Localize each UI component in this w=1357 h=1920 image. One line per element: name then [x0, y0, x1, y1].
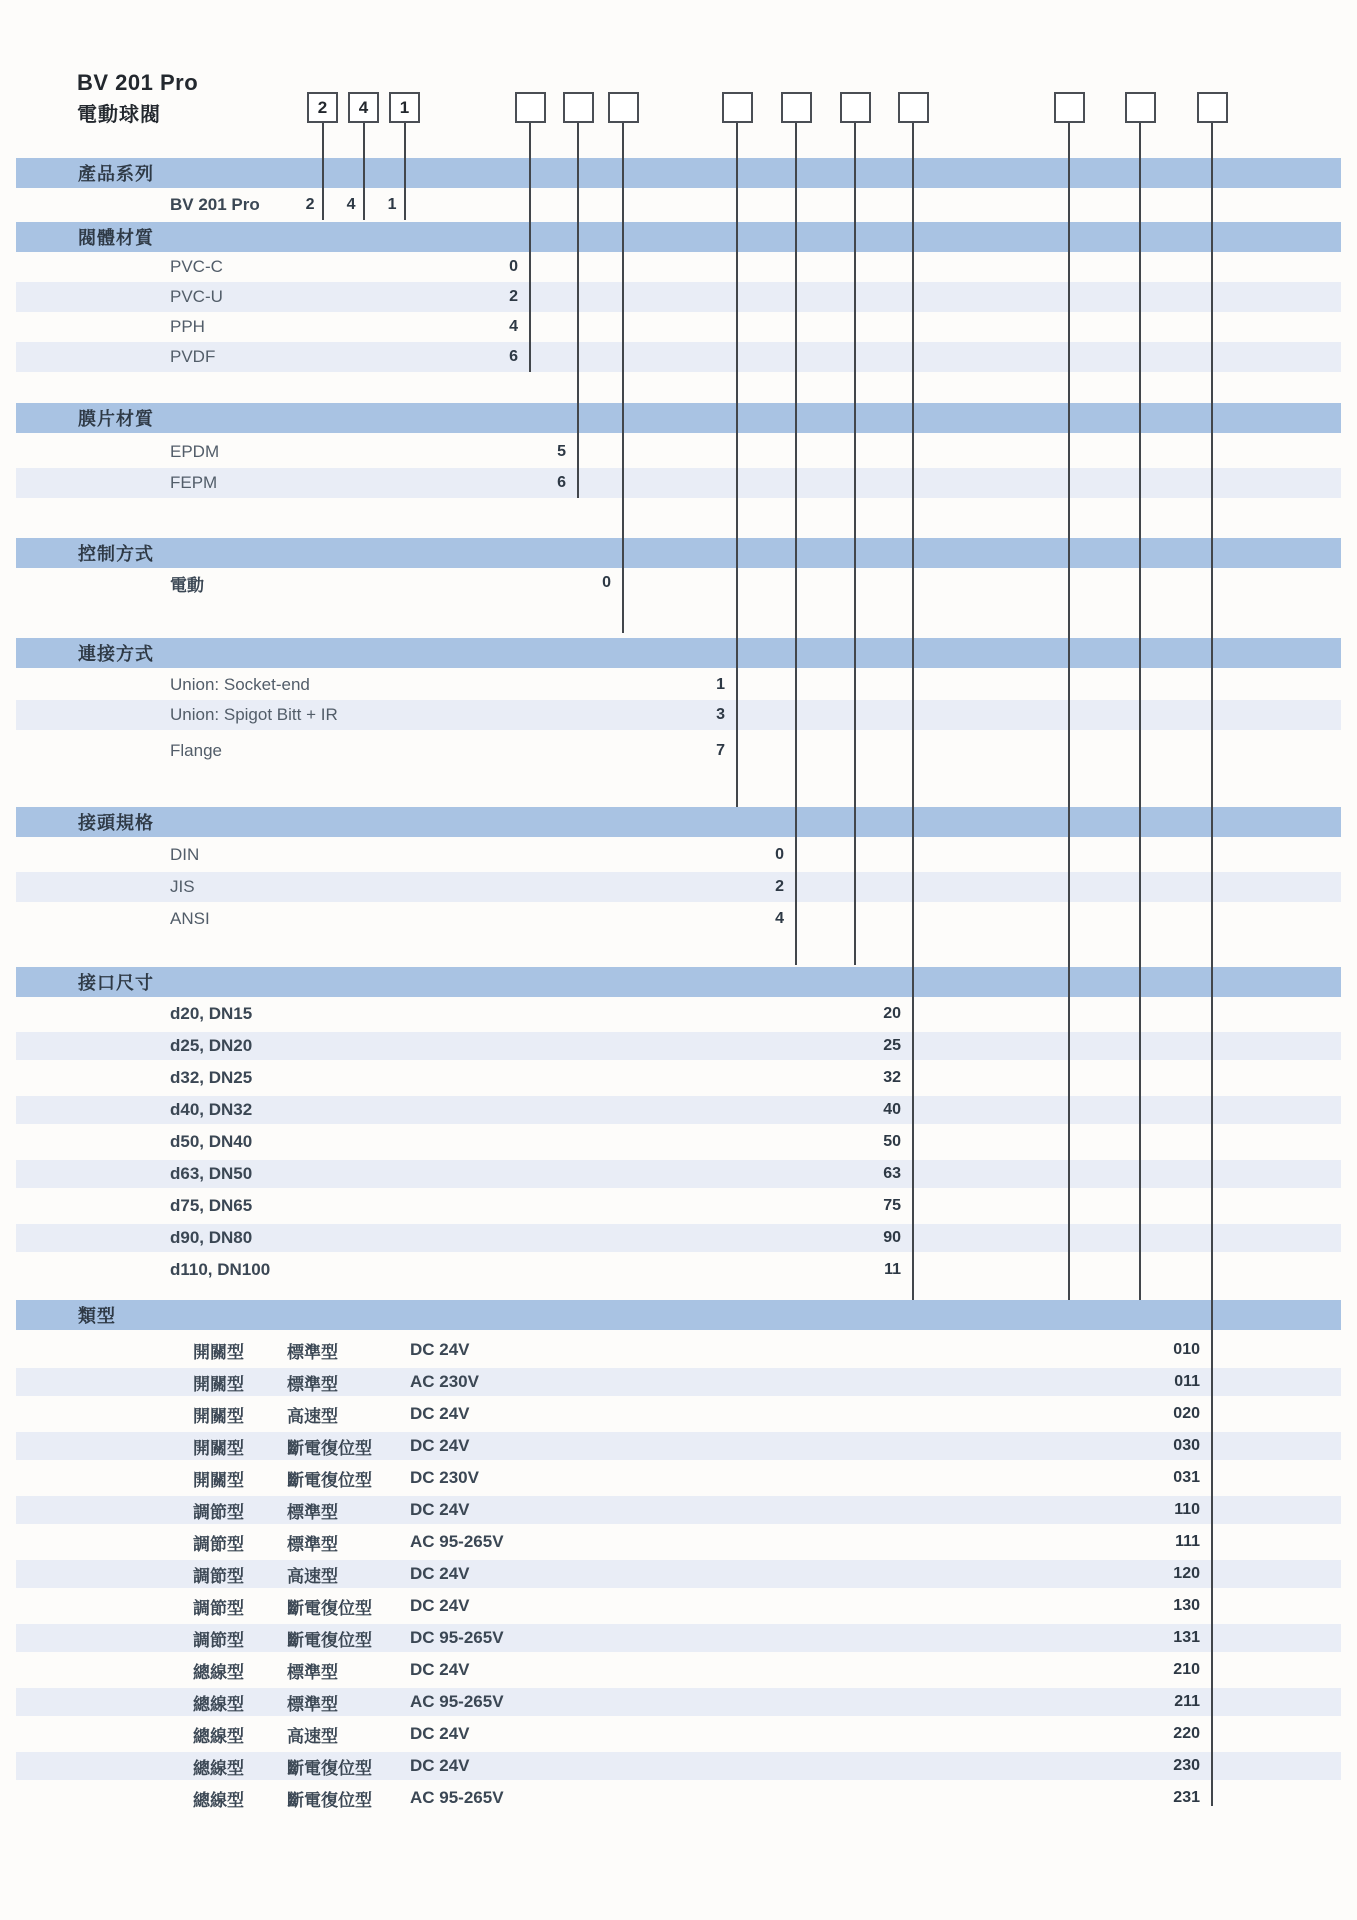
section-header-type — [16, 1300, 1341, 1330]
row-label: BV 201 Pro — [170, 195, 260, 214]
section-header-joint_standard — [16, 807, 1341, 837]
row-label: DC 24V — [410, 1660, 470, 1679]
table-row — [16, 312, 1341, 342]
connector-line — [577, 123, 579, 498]
table-row — [16, 1096, 1341, 1124]
row-code: 131 — [1173, 1629, 1200, 1646]
row-label: 高速型 — [287, 1726, 338, 1746]
row-label: Flange — [170, 741, 222, 760]
table-row — [16, 1528, 1341, 1556]
row-label: d20, DN15 — [170, 1004, 253, 1023]
section-header-label: 產品系列 — [78, 164, 154, 184]
table-row — [16, 1496, 1341, 1524]
row-label: AC 230V — [410, 1372, 479, 1391]
row-code: 110 — [1174, 1501, 1200, 1518]
table-row — [16, 1400, 1341, 1428]
row-code: 32 — [883, 1069, 901, 1086]
row-label: 總線型 — [193, 1726, 244, 1746]
table-row — [16, 1224, 1341, 1252]
row-label: d40, DN32 — [170, 1100, 253, 1119]
row-code: 231 — [1173, 1789, 1200, 1806]
table-row — [16, 1784, 1341, 1812]
row-label: DIN — [170, 845, 200, 864]
table-row — [16, 1560, 1341, 1588]
code-digit-box-1: 1 — [389, 92, 420, 123]
row-code: 230 — [1173, 1757, 1200, 1774]
table-row — [16, 700, 1341, 730]
row-label: 總線型 — [193, 1790, 244, 1810]
row-code: 25 — [883, 1037, 901, 1054]
connector-line — [1068, 123, 1070, 1300]
table-row — [16, 1000, 1341, 1028]
row-label: DC 230V — [410, 1468, 479, 1487]
connector-line — [529, 123, 531, 372]
row-code: 4 — [509, 318, 518, 335]
row-label: PVDF — [170, 347, 216, 366]
row-code: 1 — [716, 676, 725, 693]
row-code: 2 — [305, 196, 315, 213]
row-label: d110, DN100 — [170, 1260, 271, 1279]
row-label: 總線型 — [193, 1694, 244, 1714]
section-header-diaphragm_material — [16, 403, 1341, 433]
row-label: 調節型 — [193, 1534, 244, 1554]
code-digit-box — [1125, 92, 1156, 123]
row-label: 斷電復位型 — [287, 1438, 372, 1458]
row-code: 0 — [602, 574, 611, 591]
connector-line — [854, 123, 856, 965]
table-row — [16, 904, 1341, 934]
connector-line — [795, 123, 797, 965]
row-label: DC 95-265V — [410, 1628, 504, 1647]
row-code: 211 — [1174, 1693, 1200, 1710]
row-code: 6 — [557, 474, 566, 491]
row-label: DC 24V — [410, 1756, 470, 1775]
row-code: 63 — [883, 1165, 901, 1182]
row-label: d50, DN40 — [170, 1132, 253, 1151]
table-row — [16, 1368, 1341, 1396]
row-label: 標準型 — [287, 1662, 338, 1682]
connector-line — [912, 123, 914, 1300]
row-code: 011 — [1174, 1373, 1200, 1390]
row-code: 4 — [346, 196, 356, 213]
row-label: 電動 — [170, 575, 204, 595]
row-label: 斷電復位型 — [287, 1758, 372, 1778]
row-label: PPH — [170, 317, 205, 336]
row-label: 斷電復位型 — [287, 1790, 372, 1810]
connector-line — [1139, 123, 1141, 1300]
table-row — [16, 1752, 1341, 1780]
table-row — [16, 1432, 1341, 1460]
table-row — [16, 342, 1341, 372]
row-label: 斷電復位型 — [287, 1630, 372, 1650]
section-header-connection_mode — [16, 638, 1341, 668]
code-digit-box — [1197, 92, 1228, 123]
table-row — [16, 1624, 1341, 1652]
section-header-label: 連接方式 — [78, 644, 154, 664]
row-label: 斷電復位型 — [287, 1470, 372, 1490]
row-label: DC 24V — [410, 1596, 470, 1615]
row-code: 111 — [1175, 1533, 1200, 1550]
row-label: 開關型 — [193, 1470, 244, 1490]
row-label: AC 95-265V — [410, 1532, 504, 1551]
section-header-control_mode — [16, 538, 1341, 568]
row-label: FEPM — [170, 473, 218, 492]
product-title: BV 201 Pro — [77, 70, 199, 95]
row-label: 高速型 — [287, 1566, 338, 1586]
row-code: 120 — [1173, 1565, 1200, 1582]
table-row — [16, 190, 1341, 220]
row-label: ANSI — [170, 909, 210, 928]
table-row — [16, 670, 1341, 700]
table-row — [16, 1192, 1341, 1220]
row-code: 020 — [1173, 1405, 1200, 1422]
row-label: DC 24V — [410, 1436, 470, 1455]
code-digit-box — [781, 92, 812, 123]
row-label: DC 24V — [410, 1340, 470, 1359]
row-label: Union: Socket-end — [170, 675, 310, 694]
table-row — [16, 840, 1341, 870]
table-row — [16, 872, 1341, 902]
row-label: 標準型 — [287, 1534, 338, 1554]
section-header-label: 類型 — [78, 1306, 116, 1326]
row-label: d75, DN65 — [170, 1196, 253, 1215]
row-label: DC 24V — [410, 1500, 470, 1519]
code-digit-box — [563, 92, 594, 123]
row-label: DC 24V — [410, 1724, 470, 1743]
table-row — [16, 1464, 1341, 1492]
row-label: 開關型 — [193, 1374, 244, 1394]
row-label: 調節型 — [193, 1598, 244, 1618]
section-header-body_material — [16, 222, 1341, 252]
row-label: 調節型 — [193, 1502, 244, 1522]
row-code: 20 — [883, 1005, 901, 1022]
section-header-label: 膜片材質 — [78, 409, 154, 429]
connector-line — [322, 123, 324, 220]
row-label: Union: Spigot Bitt + IR — [170, 705, 338, 724]
table-row — [16, 1656, 1341, 1684]
row-label: PVC-C — [170, 257, 223, 276]
row-code: 7 — [716, 742, 725, 759]
table-row — [16, 1160, 1341, 1188]
section-header-port_size — [16, 967, 1341, 997]
row-code: 75 — [883, 1197, 901, 1214]
row-label: 斷電復位型 — [287, 1598, 372, 1618]
code-digit-box — [1054, 92, 1085, 123]
row-code: 210 — [1173, 1661, 1200, 1678]
row-code: 50 — [883, 1133, 901, 1150]
row-code: 2 — [775, 878, 784, 895]
row-label: JIS — [170, 877, 195, 896]
code-digit-box-4: 4 — [348, 92, 379, 123]
row-label: 開關型 — [193, 1438, 244, 1458]
row-label: 標準型 — [287, 1374, 338, 1394]
row-code: 220 — [1173, 1725, 1200, 1742]
row-code: 6 — [509, 348, 518, 365]
connector-line — [404, 123, 406, 220]
row-label: DC 24V — [410, 1564, 470, 1583]
connector-line — [622, 123, 624, 633]
section-header-label: 閥體材質 — [78, 228, 154, 248]
table-row — [16, 252, 1341, 282]
row-label: 標準型 — [287, 1342, 338, 1362]
code-digit-box — [608, 92, 639, 123]
row-label: 開關型 — [193, 1342, 244, 1362]
table-row — [16, 1336, 1341, 1364]
table-row — [16, 1688, 1341, 1716]
row-label: 調節型 — [193, 1630, 244, 1650]
section-header-label: 接頭規格 — [78, 813, 154, 833]
code-digit-box — [515, 92, 546, 123]
row-label: 總線型 — [193, 1662, 244, 1682]
row-label: DC 24V — [410, 1404, 470, 1423]
row-label: d25, DN20 — [170, 1036, 253, 1055]
row-code: 031 — [1173, 1469, 1200, 1486]
row-label: 標準型 — [287, 1502, 338, 1522]
connector-line — [1211, 123, 1213, 1806]
code-digit-box-2: 2 — [307, 92, 338, 123]
row-code: 90 — [883, 1229, 901, 1246]
table-row — [16, 1592, 1341, 1620]
row-code: 4 — [775, 910, 784, 927]
row-label: d63, DN50 — [170, 1164, 253, 1183]
section-header-series — [16, 158, 1341, 188]
row-code: 030 — [1173, 1437, 1200, 1454]
row-code: 0 — [775, 846, 784, 863]
table-row — [16, 1720, 1341, 1748]
row-label: 調節型 — [193, 1566, 244, 1586]
table-row — [16, 1064, 1341, 1092]
row-code: 0 — [509, 258, 518, 275]
section-header-label: 接口尺寸 — [78, 973, 154, 993]
code-digit-box — [898, 92, 929, 123]
row-code: 40 — [883, 1101, 901, 1118]
table-row — [16, 736, 1341, 766]
row-code: 11 — [884, 1261, 901, 1278]
connector-line — [363, 123, 365, 220]
row-label: 標準型 — [287, 1694, 338, 1714]
row-label: PVC-U — [170, 287, 223, 306]
table-row — [16, 1128, 1341, 1156]
row-label: AC 95-265V — [410, 1692, 504, 1711]
table-row — [16, 568, 1341, 598]
table-row — [16, 282, 1341, 312]
row-label: d32, DN25 — [170, 1068, 253, 1087]
row-code: 130 — [1173, 1597, 1200, 1614]
table-row — [16, 1032, 1341, 1060]
table-row — [16, 1256, 1341, 1284]
table-row — [16, 437, 1341, 467]
section-header-label: 控制方式 — [78, 544, 154, 564]
row-label: d90, DN80 — [170, 1228, 253, 1247]
row-label: AC 95-265V — [410, 1788, 504, 1807]
row-label: 高速型 — [287, 1406, 338, 1426]
row-code: 2 — [509, 288, 518, 305]
product-subtitle: 電動球閥 — [77, 104, 161, 126]
code-digit-box — [722, 92, 753, 123]
row-code: 3 — [716, 706, 725, 723]
row-label: EPDM — [170, 442, 220, 461]
row-code: 5 — [557, 443, 566, 460]
row-code: 010 — [1173, 1341, 1200, 1358]
row-code: 1 — [387, 196, 397, 213]
row-label: 開關型 — [193, 1406, 244, 1426]
table-row — [16, 468, 1341, 498]
connector-line — [736, 123, 738, 807]
row-label: 總線型 — [193, 1758, 244, 1778]
code-digit-box — [840, 92, 871, 123]
